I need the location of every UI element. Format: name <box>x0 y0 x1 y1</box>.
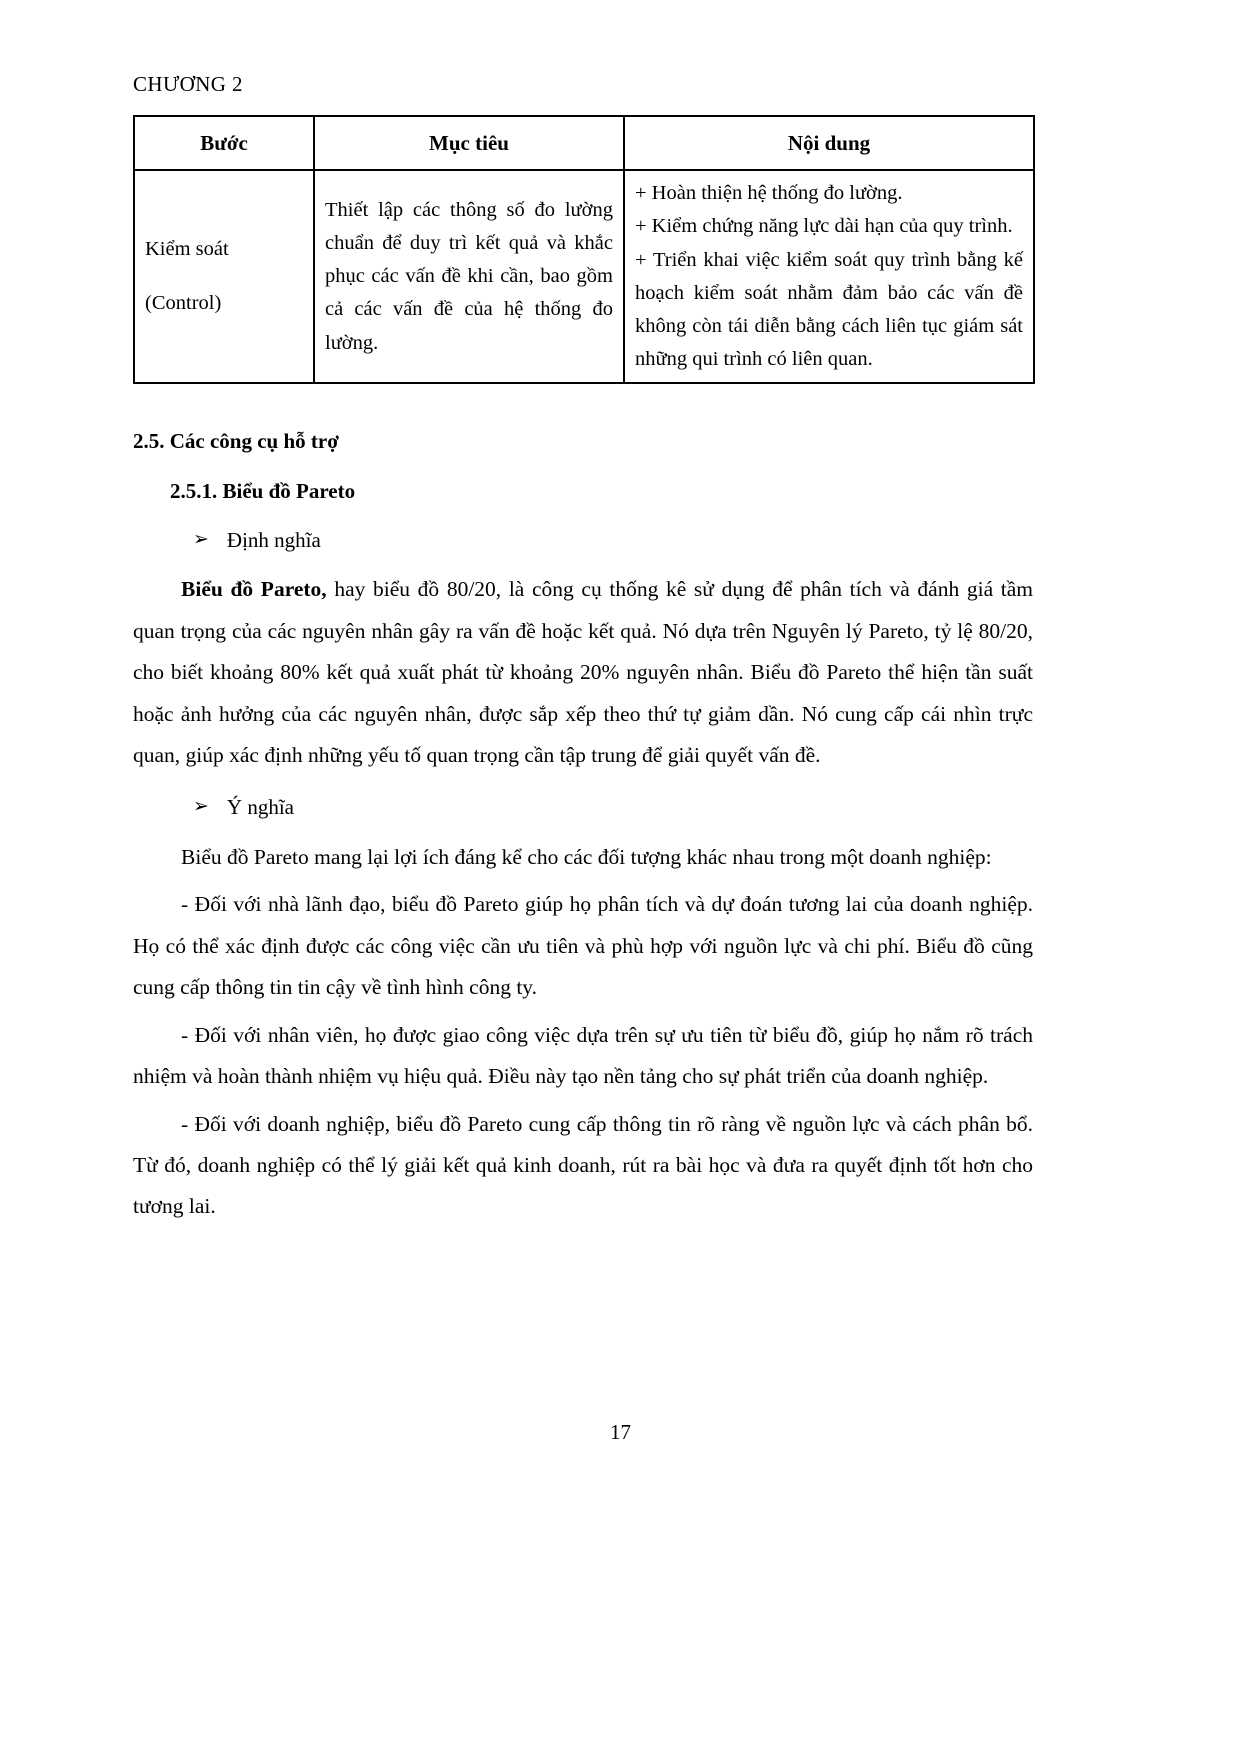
column-header-step: Bước <box>134 116 314 170</box>
cell-step <box>134 170 314 383</box>
step-name-vi: Kiểm soát <box>145 238 229 261</box>
paragraph-meaning-staff: - Đối với nhân viên, họ được giao công việc dựa trên sự ưu tiên từ biểu đồ, giúp họ nắm rõ trách nhiệm và hoàn thành nhiệm vụ hiệu quả. Điều này tạo nền tảng cho sự phát triển của doanh nghiệp. <box>133 1022 1033 1089</box>
paragraph-meaning-business: - Đối với doanh nghiệp, biểu đồ Pareto cung cấp thông tin rõ ràng về nguồn lực và cách phân bổ. Từ đó, doanh nghiệp có thể lý giải kết quả kinh doanh, rút ra bài học và đưa ra quyết định tốt hơn cho tương lai. <box>133 1111 1033 1219</box>
definition-body: hay biểu đồ 80/20, là công cụ thống kê sử dụng để phân tích và đánh giá tầm quan trọng của các nguyên nhân gây ra vấn đề hoặc kết quả. Nó dựa trên Nguyên lý Pareto, tỷ lệ 80/20, cho biết khoảng 80% kết quả xuất phát từ khoảng 20% nguyên nhân. Biểu đồ Pareto thể hiện tần suất hoặc ảnh hưởng của các nguyên nhân, được sắp xếp theo thứ tự giảm dần. Nó cung cấp cái nhìn trực quan, giúp xác định những yếu tố quan trọng cần tập trung để giải quyết vấn đề. <box>133 577 1033 768</box>
bullet-label: Định nghĩa <box>226 527 321 552</box>
content-item: + Hoàn thiện hệ thống đo lường. <box>635 182 903 205</box>
bullet-dinh-nghia <box>133 523 1033 559</box>
term-pareto-chart: Biểu đồ Pareto, <box>181 577 327 602</box>
arrow-bullet-icon: ➢ <box>193 528 209 550</box>
running-head: CHƯƠNG 2 <box>133 72 243 96</box>
section-heading-2-5: 2.5. Các công cụ hỗ trợ <box>133 429 339 454</box>
step-name-en: (Control) <box>145 292 222 315</box>
column-header-goal: Mục tiêu <box>314 116 624 170</box>
paragraph-definition <box>133 569 1033 776</box>
table-header-row <box>134 116 1034 170</box>
section-heading-2-5-1: 2.5.1. Biểu đồ Pareto <box>170 479 356 504</box>
page-number: 17 <box>610 1420 631 1444</box>
paragraph-meaning-leader: - Đối với nhà lãnh đạo, biểu đồ Pareto giúp họ phân tích và dự đoán tương lai của doanh nghiệp. Họ có thể xác định được các công việc cần ưu tiên và phù hợp với nguồn lực và chi phí. Biểu đồ cũng cung cấp thông tin tin cậy về tình hình công ty. <box>133 892 1033 1000</box>
cell-goal <box>314 170 624 383</box>
content-item: + Triển khai việc kiểm soát quy trình bằng kế hoạch kiểm soát nhằm đảm bảo các vấn đề không còn tái diễn bằng cách liên tục giám sát những qui trình có liên quan. <box>635 248 1023 371</box>
arrow-bullet-icon: ➢ <box>193 795 209 817</box>
content-item: + Kiểm chứng năng lực dài hạn của quy trình. <box>635 215 1013 238</box>
column-header-content: Nội dung <box>624 116 1034 170</box>
bullet-label: Ý nghĩa <box>226 794 294 819</box>
goal-text: Thiết lập các thông số đo lường chuẩn để duy trì kết quả và khắc phục các vấn đề khi cần, bao gồm cả các vấn đề của hệ thống đo lường. <box>325 198 613 354</box>
page-content <box>133 72 1033 1228</box>
paragraph-meaning-intro: Biểu đồ Pareto mang lại lợi ích đáng kể cho các đối tượng khác nhau trong một doanh nghiệp: <box>181 844 992 869</box>
table-row <box>134 170 1034 383</box>
dmaic-table <box>133 115 1035 384</box>
cell-content <box>624 170 1034 383</box>
bullet-y-nghia <box>133 790 1033 826</box>
